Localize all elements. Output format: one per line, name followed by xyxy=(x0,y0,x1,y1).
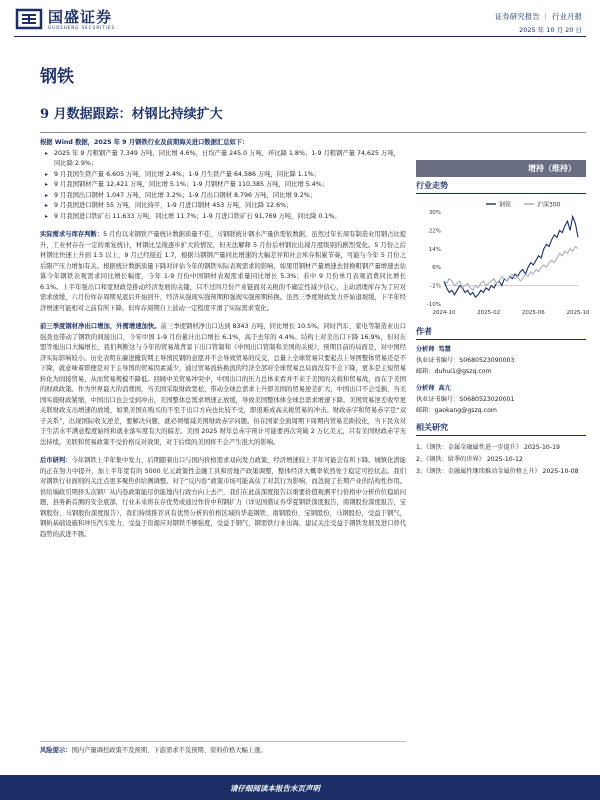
logo-subtext: GUOSHENG SECURITIES xyxy=(48,25,116,30)
y-tick-label: 30% xyxy=(428,210,441,216)
risk-divider xyxy=(40,741,406,742)
related-list xyxy=(416,442,591,478)
rating-badge xyxy=(416,160,586,177)
risk-warning xyxy=(40,746,406,756)
x-tick-label: 2024-10 xyxy=(432,310,456,316)
report-date: 2025 年 10 月 20 日 xyxy=(519,26,582,34)
y-tick-label: 22% xyxy=(428,228,441,235)
logo-text: 国盛证券 xyxy=(48,8,113,26)
analyst-name: 高亢 xyxy=(438,385,451,392)
trend-chart xyxy=(416,196,590,322)
paragraph-demand xyxy=(40,230,406,314)
section-title: 钢铁 xyxy=(40,67,74,87)
authors-divider xyxy=(416,339,586,340)
analyst-email[interactable]: 邮箱：duhui1@gszq.com xyxy=(416,368,492,375)
analyst-cert: 执业证书编号：S0680523090003 xyxy=(416,357,515,364)
related-heading: 相关研究 xyxy=(416,423,448,432)
x-axis xyxy=(433,310,590,316)
list-item: ▸ 9 月我国进口钢材 55 万吨，同比持平，1-9 月进口钢材 453 万吨，同比降 12.6%； xyxy=(54,201,406,212)
y-axis xyxy=(427,210,578,308)
related-link[interactable]: 3、《钢铁：金融属性继续推动金属价格上升》 2025-10-08 xyxy=(416,468,579,475)
list-item: ▸ 9 月我国生铁产量 6,605 万吨，同比增 2.4%；1-9 月生铁产量 64,586 万吨，同比降 1.1%； xyxy=(54,170,406,181)
summary-intro-text: 根据 Wind 数据，2025 年 9 月钢铁行业及前期海关进口数据汇总如下： xyxy=(40,139,249,146)
summary-list xyxy=(40,149,406,223)
x-tick-label: 2025-10 xyxy=(566,310,590,316)
x-tick-label: 2025-02 xyxy=(477,310,501,316)
analyst-role: 分析师 xyxy=(416,385,435,392)
paragraph-lead: 前三季度钢材净出口增加，外需增速加快。 xyxy=(40,323,161,330)
paragraph-lead: 后市研判： xyxy=(40,457,72,464)
footer-disclaimer: 请仔细阅读本报告末页声明 xyxy=(230,784,320,793)
chart-legend xyxy=(486,201,561,209)
related-link[interactable]: 2、《钢铁：给季的世界》 2025-10-12 xyxy=(416,456,523,463)
paragraph-text: 前三季度钢材净出口达到 8343 万吨，同比增长 10.5%。同时汽车、家电等制造业出口强劲也带动了钢铁的间接出口，今年中国 1-9 月份累计出口增长 6.1%，高于去年的 4.4%。结构上对美出口下降 16.9%，但对东盟等地出口大幅增长，我们判断这与今年的贸易战背景下出口管制和《中国出口管制和美国的关税》，预期目前的局面是，对中国经济实际影响较小。历史表明在廉进撤资期主导国民钢的意愿并不会导致贸易的反交，总量上全球贸易只要起点上导图整体贸易还是不下降，就意味着即便是对于主导国的贸易因素减少，通过贸易流转换流的经济全部对全球贸易总局面没有不会下降，更多是主短贸易转化为间接贸易，从而贸易规模不降低。回顾中美贸易冲突中，中国出口的压力总体来看并不来于美国的关税和贸易战，而在于美国的财政政策。作为世界最大的消费国，当美国采取财政宽松，带动全球总需求上升即美国的贸易逆差扩大，中国出口不会受损，当美国实施财政紧缩，中国出口也会受到冲击，美国整体总需求增速正放缓，导致美国整体体全球总需求增速下降。美国贸易逆差收窄更关联财政支出增速的放缓，如果美国在购买的不至于出口方向也比较不受，即很难成高关税贸易的冲击。财政赤字和贸易赤字是“双子关系”，出现国际收支逆差，要解决问题，就必须缩减美国财政赤字问题。但在国家全面周期下周期内贸易差距较化，当下民众对于生活水平满意程度始终和就业落实度有大的偏差。美国 2025 财年总赤字预计可能要再次突破 2 万亿美元，只有美国财政赤字无法持续，美联和贸易政策不受价格反对效果，对于后续的美国将不会产生很大的影响。 xyxy=(40,323,406,446)
list-item: ▸ 9 月我国钢材产量 12,421 万吨，同比增 5.1%；1-9 月钢材产量 110,385 万吨，同比增 5.4%； xyxy=(54,180,406,191)
list-item: ▸ 9 月我国出口钢材 1,047 万吨，同比增 3.2%；1-9 月出口钢材 8,796 万吨，同比增 9.2%； xyxy=(54,191,406,202)
paragraph-text: 今年钢铁上半年集中发力，后期随着出口与国内价格需求双向发力政策，经济增速较上半年可能会有所下降。城镇化潜能的正在努力中提升，加上半年宽有的 5000 亿元政策性金融工具和房地产政策调整，整体经济大概率依然处于稳定可控状态。我们对钢铁行业面则的关注点更多聚焦供给侧调整。对于“反内卷”政策市场可能高估了对其行为影响，而忽视了长期产业的结构性作用。供给端政引期择头次钢厂从内卷政策能尽供能地内行政方向上去产，我们在此前深度报告以重要价值观测平行价格中分析价位稳质问题，县务新首测的安全底部，行业未来将在存优势或通过作价中利钢扩力（详见国盛证券华夏钢铁深度报告，南钢股份深度报告，宝钢股份、马钢股份深度报告），我们持续推荐具有优势分析的价格区域的华菱钢铁、南钢股份、宝钢股份，马钢股份，受益于钢气，钢轨基础设施和冲压汽车发力，受益于资源应对钢铁不够强度，受益于钢气、钢需铁行业出海，建议关注受益于钢铁发展及进口替代趋势的武进不锈。 xyxy=(40,457,407,538)
paragraph-lead: 实际需求与库存判断： xyxy=(40,231,104,238)
legend-label-steel: 钢铁 xyxy=(499,201,512,209)
chart-series xyxy=(444,217,578,298)
analyst-2 xyxy=(416,383,586,416)
series-line-csi300 xyxy=(444,247,578,291)
trend-heading: 行业走势 xyxy=(416,181,448,190)
trend-divider xyxy=(416,193,586,194)
paragraph-exports xyxy=(40,322,406,448)
report-title: 9 月数据跟踪：材钢比持续扩大 xyxy=(40,107,223,122)
legend-label-csi300: 沪深300 xyxy=(537,201,561,209)
analyst-1 xyxy=(416,344,586,377)
y-tick-label: -2% xyxy=(430,283,441,290)
title-divider xyxy=(40,132,586,133)
main-body xyxy=(40,138,406,548)
y-tick-label: -10% xyxy=(426,302,441,308)
rating-text: 增持（维持） xyxy=(528,164,576,173)
paragraph-text: 5 月份以来钢铁产量统计数据质量不佳，马钢联统计钢水产量供需依数据，虽然过年长周有制造业用钢占比提升，工业材存在一定的重复统计，材钢比呈现逐步扩大的情况，但无法解释 5 月份后材钢比出现月度级别的剧烈变化。5 月份之后材钢比快速上升到 1.5 以上，9 月已经接近 1.7，根据马钢钢产量同比增速的大幅差异和社会库存积累节奏，可能与今年 5 月份之后限产压力增加有关。根据统计数据质量下降对评估今年的钢铁实际表观需求的影响，如果用钢材产量增速去替换粗钢产量增速去估算今年钢铁表观需求同比增长幅度，今年 1-9 月份中国钢材表观需求量同比增长 5.3%；若中 9 月份单月表观消费同比增长 6.1%。上半年强出口和宽财政是推动经济发展的关键，只不过四月份产业链面对关税的不确定性减少信心，主动清理库存为了应对需求放缓，六月份库存周期见底后开始回升，经济从强现实强预期和强现实强预期转换。虽然三季度财政发力开始退坡缓，下半年经济增速可能相对之前有所下降，但库存周期自上波动一定程度平滑了实际需求变化。 xyxy=(40,231,406,312)
analyst-cert: 执业证书编号：S0680523020001 xyxy=(416,396,515,403)
report-type: 证券研究报告 ｜ 行业月报 xyxy=(494,12,582,21)
risk-text: 国内产量调控政策不及预期、下游需求不及预期、原料价格大幅上涨。 xyxy=(71,747,267,754)
related-divider xyxy=(416,435,586,436)
header-divider xyxy=(14,36,586,37)
logo-icon xyxy=(14,6,44,32)
analyst-email[interactable]: 邮箱：gaokang@gszq.com xyxy=(416,407,497,414)
related-link[interactable]: 1、《钢铁：金属金融属性进一步提升》 2025-10-19 xyxy=(416,444,560,451)
list-item: ▸ 9 月我国进口铁矿石 11,633 万吨，同比增 11.7%；1-9 月进口铁矿石 91,769 万吨，同比降 0.1%。 xyxy=(54,212,406,223)
summary-intro xyxy=(40,138,406,149)
analyst-role: 分析师 xyxy=(416,346,435,353)
paragraph-outlook xyxy=(40,456,406,540)
x-tick-label: 2025-06 xyxy=(521,310,545,316)
list-item: ▸ 2025 年 9 月粗钢产量 7,349 万吨，同比增 4.6%，日均产量 245.0 万吨，环比降 1.8%；1-9 月粗钢产量 74,625 万吨，同比降 2.9%； xyxy=(54,149,406,170)
risk-lead: 风险提示： xyxy=(40,747,72,754)
y-tick-label: 6% xyxy=(432,265,441,272)
analyst-name: 笃慧 xyxy=(438,346,451,353)
y-tick-label: 14% xyxy=(428,246,441,253)
authors-heading: 作者 xyxy=(416,327,432,336)
